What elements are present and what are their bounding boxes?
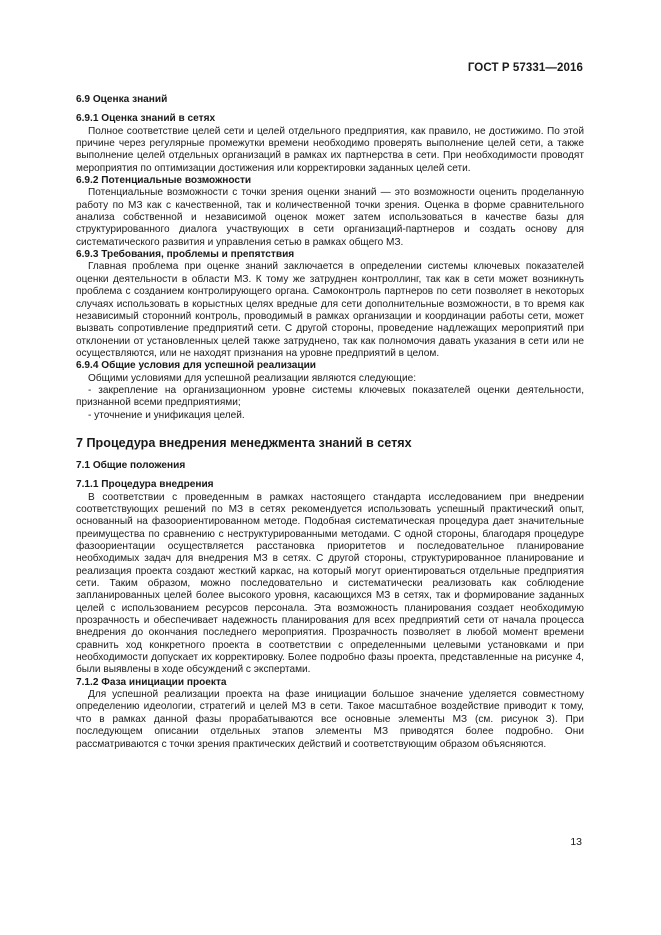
section-7-1-title: 7.1 Общие положения (76, 459, 186, 471)
section-7-1-2-text: Для успешной реализации проекта на фазе инициации большое значение уделяется совместному определению идеологии, стратегий и целей МЗ в сети. Такое масштабное воздействие приводит к тому, что в рамках данной фазы прорабатываются все основные элементы МЗ (см. рисунок 3). При последующем описании отдельных этапов элементы МЗ приводятся более подробно. Они рассматриваются с точки зрения практических действий и соответствующим образом объясняются. (76, 689, 584, 750)
section-6-9-3-title: 6.9.3 Требования, проблемы и препятствия (76, 249, 295, 261)
section-7-1-1-text: В соответствии с проведенным в рамках настоящего стандарта исследованием при внедрении соответствующих решений по МЗ в сетях рекомендуется использовать успешный практический опыт, основанный на фазоориентированном методе. Подобная систематическая процедура дает значительные преимущества по сравнению с неструктурированными методами. С одной стороны, благодаря процедуре фазоориентации осуществляется расстановка приоритетов и последовательное планирование необходимых задач для внедрения МЗ в сетях. С другой стороны, структурированное планирование и реализация проекта создают жесткий каркас, на который могут ориентироваться отдельные предприятия сети. Таким образом, можно последовательно и систематически реализовать как соблюдение запланированных целей более высокого уровня, касающихся МЗ в сетях, так и формирование заданных целей с использованием ресурсов персонала. Эта возможность планирования создает необходимую прозрачность и обеспечивает надежность планирования для всех предприятий сети от начала процесса внедрения до окончания последнего мероприятия. Прозрачность позволяет в любой момент времени сравнить ход конкретного проекта в соответствии с определенными целевыми установками и при необходимости допускает их корректировку. Более подробно фазы проекта, представленные на рисунке 4, были выявлены в ходе обсуждений с экспертами. (76, 491, 584, 676)
section-6-9-3-text: Главная проблема при оценке знаний заключается в определении системы ключевых показателей оценки деятельности в области МЗ. К тому же затруднен контроллинг, так как в сети может возникнуть проблема с созданием контролирующего органа. Самоконтроль партнеров по сети позволяет в некоторых случаях использовать в корыстных целях вредные для сети дополнительные возможности, в то время как независимый сторонний контроль, проводимый в рамках организации и координации работы сети, может вызвать сопротивление предприятий сети. С другой стороны, проведение надлежащих мероприятий при отклонении от установленных целей также затруднено, так как полномочия давать указания в сети или не осуществляются, или не находят признания на уровне предприятий в целом. (76, 261, 584, 359)
section-6-9-4-title: 6.9.4 Общие условия для успешной реализации (76, 360, 317, 372)
section-6-9-1-title: 6.9.1 Оценка знаний в сетях (76, 113, 216, 125)
section-6-9-4-item-2: - уточнение и унификация целей. (88, 409, 245, 421)
document-id-header: ГОСТ Р 57331—2016 (467, 62, 583, 74)
section-6-9-1-text: Полное соответствие целей сети и целей отдельного предприятия, как правило, не достижимо. По этой причине через регулярные промежутки времени необходимо проверять выполнение целей сети, а также выполнение целей отдельных организаций в рамках их партнерства в сети. При необходимости проводят мероприятия по оптимизации достижения или корректировки заданных целей сети. (76, 125, 584, 174)
section-6-9-4-intro: Общими условиями для успешной реализации являются следующие: (88, 372, 417, 384)
page-number: 13 (570, 836, 582, 848)
section-7-1-1-title: 7.1.1 Процедура внедрения (76, 479, 214, 491)
section-7-title: 7 Процедура внедрения менеджмента знаний в сетях (76, 435, 412, 450)
section-6-9-2-text: Потенциальные возможности с точки зрения оценки знаний — это возможности оценить проделанную работу по МЗ как с качественной, так и количественной точки зрения. Оценка в форме сравнительного анализа собственной и независимой оценок может затем использоваться в качестве базы для структурированного диалога участвующих в сети организаций-партнеров и создать основу для систематического развития и управления сетью в рамках общего МЗ. (76, 187, 584, 248)
section-7-1-2-title: 7.1.2 Фаза инициации проекта (76, 676, 227, 688)
page-content (76, 94, 584, 751)
section-6-9-2-title: 6.9.2 Потенциальные возможности (76, 175, 252, 187)
section-6-9-4-item-1: - закрепление на организационном уровне системы ключевых показателей оценки деятельности, признанной всеми предприятиями; (76, 384, 584, 409)
section-6-9-title: 6.9 Оценка знаний (76, 94, 168, 105)
